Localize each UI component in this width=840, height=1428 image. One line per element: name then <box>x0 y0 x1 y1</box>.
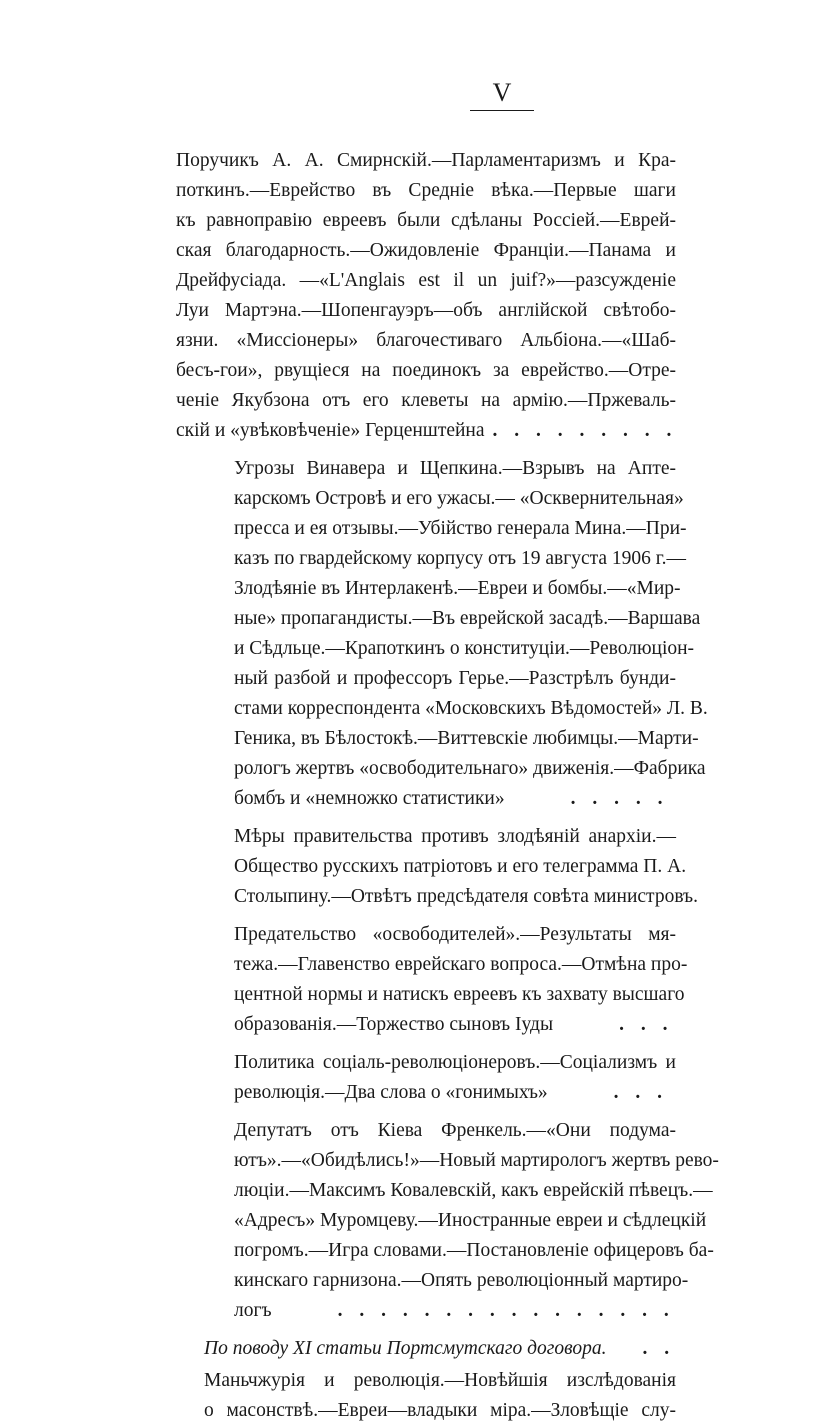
toc-line: ская благодарность.—Ожидовленіе Франціи.—Панама и <box>176 240 676 261</box>
toc-line: казъ по гвардейскому корпусу отъ 19 августа 1906 г.— <box>234 548 686 569</box>
toc-line: Политика соціаль-революціонеровъ.—Соціализмъ и <box>234 1052 676 1073</box>
dot-leader <box>614 1334 676 1364</box>
toc-line: «Адресъ» Муромцеву.—Иностранные евреи и сѣдлецкій <box>234 1210 707 1231</box>
toc-line: бесъ-гои», рвущіеся на поединокъ за еврейство.—Отре- <box>176 360 676 381</box>
toc-line-text: По поводу XI статьи Портсмутскаго договора. <box>204 1338 607 1359</box>
toc-line: ные» пропагандисты.—Въ еврейской засадѣ.—Варшава <box>234 608 701 629</box>
toc-entry-7 <box>176 1334 676 1364</box>
dot-leader <box>561 1010 676 1040</box>
toc-line: Маньчжурія и революція.—Новѣйшія изслѣдованія <box>204 1370 676 1391</box>
toc-line-with-leader <box>176 784 676 814</box>
toc-entry-2 <box>176 454 708 814</box>
toc-line: тежа.—Главенство еврейскаго вопроса.—Отмѣна про- <box>234 954 688 975</box>
page-number: V <box>492 78 512 107</box>
toc-line: Депутатъ отъ Кіева Френкель.—«Они подума- <box>234 1120 676 1141</box>
toc-line: Поручикъ А. А. Смирнскій.—Парламентаризмъ и Кра- <box>176 150 676 171</box>
toc-line: Мѣры правительства противъ злодѣяній анархіи.— <box>234 826 676 847</box>
toc-line: стами корреспондента «Московскихъ Вѣдомостей» Л. В. <box>234 698 708 719</box>
toc-line-text: образованія.—Торжество сыновъ Іуды <box>234 1014 554 1035</box>
toc-line-with-leader <box>176 1296 676 1326</box>
toc-line-with-leader <box>176 1334 676 1364</box>
toc-entry-5 <box>176 1048 676 1108</box>
page-number-rule <box>470 110 534 111</box>
toc-line: Луи Мартэна.—Шопенгауэръ—объ англійской свѣтобо- <box>176 300 676 321</box>
toc-line: карскомъ Островѣ и его ужасы.— «Осквернительная» <box>234 488 684 509</box>
toc-line: и Сѣдльце.—Крапоткинъ о конституціи.—Революціон- <box>234 638 695 659</box>
table-of-contents <box>176 146 719 1428</box>
toc-line-text: революція.—Два слова о «гонимыхъ» <box>234 1082 548 1103</box>
toc-line: Дрейфусіада. —«L'Anglais est il un juif?»—разсужденіе <box>176 270 676 291</box>
toc-line: погромъ.—Игра словами.—Постановленіе офицеровъ ба- <box>234 1240 714 1261</box>
toc-line: къ равноправію евреевъ были сдѣланы Россіей.—Еврей- <box>176 210 676 231</box>
toc-line-with-leader <box>176 1010 676 1040</box>
toc-line: Злодѣяніе въ Интерлакенѣ.—Евреи и бомбы.—«Мир- <box>234 578 681 599</box>
toc-line: язни. «Миссіонеры» благочестиваго Альбіона.—«Шаб- <box>176 330 676 351</box>
toc-line: Угрозы Винавера и Щепкина.—Взрывъ на Апте- <box>234 458 676 479</box>
toc-line: о масонствѣ.—Евреи—владыки міра.—Зловѣщіе слу- <box>204 1400 676 1421</box>
toc-line: Геника, въ Бѣлостокѣ.—Виттевскіе любимцы.—Марти- <box>234 728 699 749</box>
dot-leader <box>513 784 676 814</box>
toc-line: Предательство «освободителей».—Результаты мя- <box>234 924 676 945</box>
toc-line: рологъ жертвъ «освободительнаго» движенія.—Фабрика <box>234 758 706 779</box>
toc-entry-6 <box>176 1116 719 1326</box>
toc-entry-4 <box>176 920 688 1040</box>
toc-line: кинскаго гарнизона.—Опять революціонный мартиро- <box>234 1270 689 1291</box>
toc-line: ный разбой и профессоръ Герье.—Разстрѣлъ бунди- <box>234 668 676 689</box>
toc-line: люціи.—Максимъ Ковалевскій, какъ еврейскій пѣвецъ.— <box>234 1180 713 1201</box>
toc-line-with-leader <box>176 416 676 446</box>
toc-line-text: логъ <box>234 1300 272 1321</box>
toc-line: ютъ».—«Обидѣлись!»—Новый мартирологъ жертвъ рево- <box>234 1150 719 1171</box>
dot-leader <box>280 1296 676 1326</box>
toc-line: ченіе Якубзона отъ его клеветы на армію.—Пржеваль- <box>176 390 676 411</box>
toc-line: пресса и ея отзывы.—Убійство генерала Мина.—При- <box>234 518 687 539</box>
toc-line-with-leader <box>176 1078 676 1108</box>
toc-entry-8 <box>176 1366 676 1426</box>
dot-leader <box>493 416 676 446</box>
toc-line: Столыпину.—Отвѣтъ предсѣдателя совѣта министровъ. <box>234 886 699 907</box>
dot-leader <box>556 1078 676 1108</box>
toc-entry-3 <box>176 822 699 912</box>
toc-entry-1 <box>176 146 676 446</box>
toc-line: Общество русскихъ патріотовъ и его телеграмма П. А. <box>234 856 687 877</box>
toc-line-text: бомбъ и «немножко статистики» <box>234 788 505 809</box>
toc-line: центной нормы и натискъ евреевъ къ захвату высшаго <box>234 984 685 1005</box>
toc-line: поткинъ.—Еврейство въ Средніе вѣка.—Первые шаги <box>176 180 676 201</box>
toc-line-text: скій и «увѣковѣченіе» Герценштейна <box>176 420 485 441</box>
